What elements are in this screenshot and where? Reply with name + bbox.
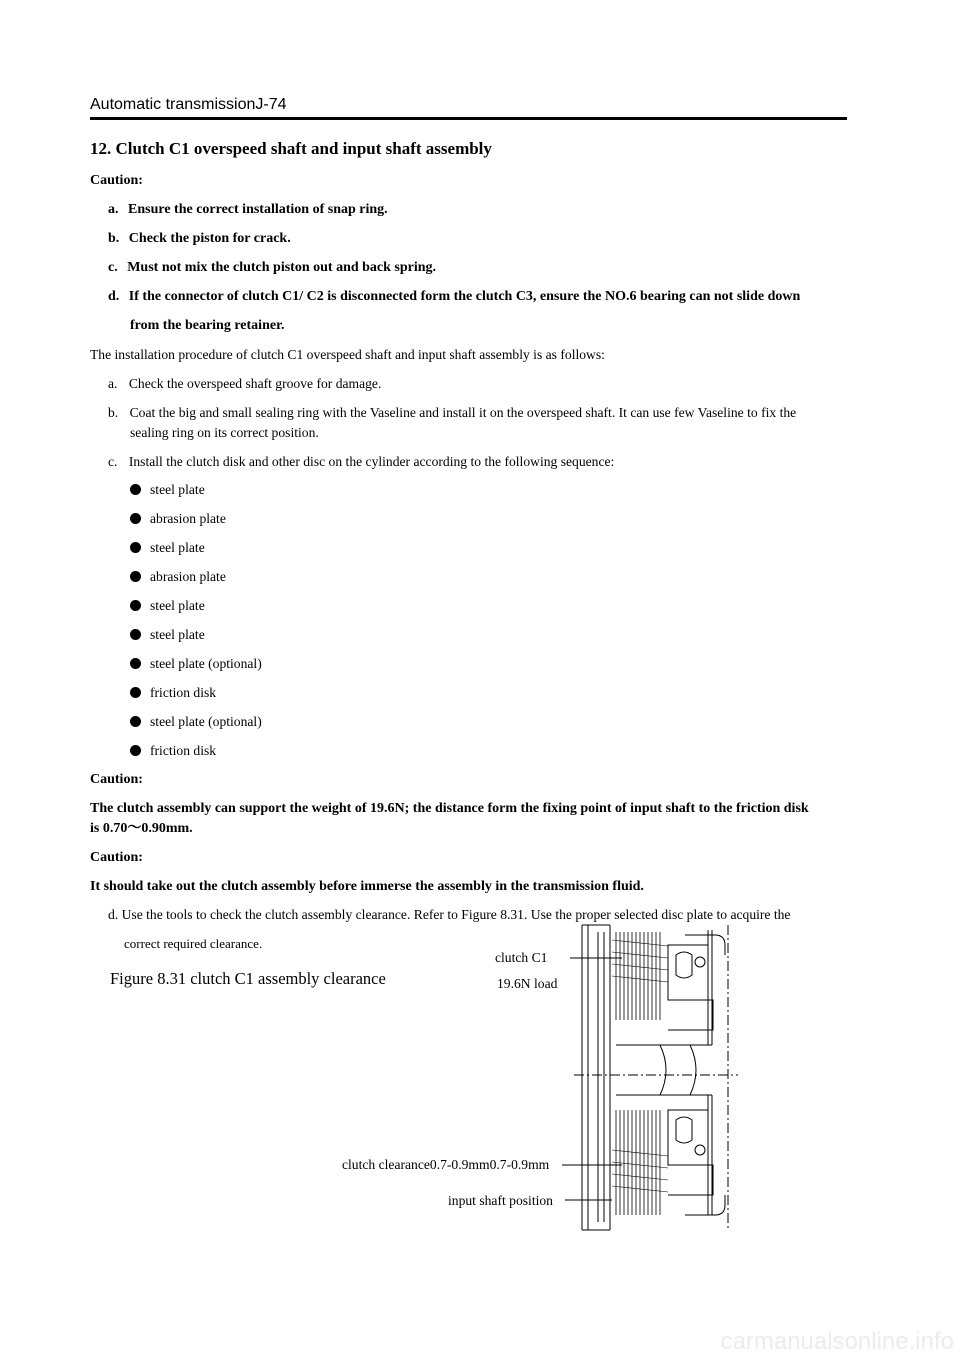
sequence-label: friction disk <box>150 685 217 700</box>
caution-letter: c. <box>108 260 118 275</box>
caution2-label: Caution: <box>90 772 143 787</box>
watermark: carmanualsonline.info <box>720 1328 954 1355</box>
caution-letter: d. <box>108 289 120 304</box>
sequence-label: steel plate <box>150 482 205 497</box>
intro-text: The installation procedure of clutch C1 overspeed shaft and input shaft assembly is as follows: <box>90 347 605 362</box>
caution3-text: It should take out the clutch assembly before immerse the assembly in the transmission fluid. <box>90 879 644 894</box>
caution-text: If the connector of clutch C1/ C2 is disconnected form the clutch C3, ensure the NO.6 bearing can not slide down <box>128 289 801 304</box>
step-text: Coat the big and small sealing ring with the Vaseline and install it on the overspeed shaft. It can use few Vaseline to fix the <box>129 405 797 420</box>
caution-text-cont: from the bearing retainer. <box>130 318 285 333</box>
step-letter: b. <box>108 405 119 420</box>
sequence-label: abrasion plate <box>150 569 226 584</box>
callout-clearance: clutch clearance0.7-0.9mm0.7-0.9mm <box>342 1157 550 1172</box>
step-letter: c. <box>108 454 118 469</box>
page-header: Automatic transmissionJ-74 <box>90 96 287 113</box>
section-heading: 12. Clutch C1 overspeed shaft and input shaft assembly <box>90 139 492 158</box>
sequence-label: steel plate (optional) <box>150 656 262 671</box>
step-text-cont: sealing ring on its correct position. <box>130 425 319 440</box>
step-d-text: d. Use the tools to check the clutch assembly clearance. Refer to Figure 8.31. Use the proper selected disc plate to acquire the <box>108 907 791 922</box>
step-d-cont: correct required clearance. <box>124 936 263 951</box>
sequence-label: abrasion plate <box>150 511 226 526</box>
caution-text: Check the piston for crack. <box>128 231 291 246</box>
caution2-text-cont: is 0.70～0.90mm. <box>90 821 193 836</box>
sequence-label: steel plate <box>150 627 205 642</box>
callout-load: 19.6N load <box>497 976 558 991</box>
sequence-label: steel plate <box>150 540 205 555</box>
caution-letter: a. <box>108 202 119 217</box>
sequence-label: steel plate <box>150 598 205 613</box>
callout-clutch-c1: clutch C1 <box>495 950 548 965</box>
caution-letter: b. <box>108 231 120 246</box>
sequence-label: steel plate (optional) <box>150 714 262 729</box>
sequence-label: friction disk <box>150 743 217 758</box>
step-text: Install the clutch disk and other disc on the cylinder according to the following sequence: <box>128 454 615 469</box>
caution3-label: Caution: <box>90 850 143 865</box>
step-text: Check the overspeed shaft groove for damage. <box>128 376 382 391</box>
caution2-text: The clutch assembly can support the weight of 19.6N; the distance form the fixing point of input shaft to the friction disk <box>90 801 809 816</box>
callout-input-shaft: input shaft position <box>448 1193 553 1208</box>
step-letter: a. <box>108 376 118 391</box>
figure-caption: Figure 8.31 clutch C1 assembly clearance <box>110 969 386 988</box>
caution-text: Ensure the correct installation of snap ring. <box>128 202 388 217</box>
caution-label: Caution: <box>90 173 143 188</box>
caution-text: Must not mix the clutch piston out and back spring. <box>127 260 437 275</box>
